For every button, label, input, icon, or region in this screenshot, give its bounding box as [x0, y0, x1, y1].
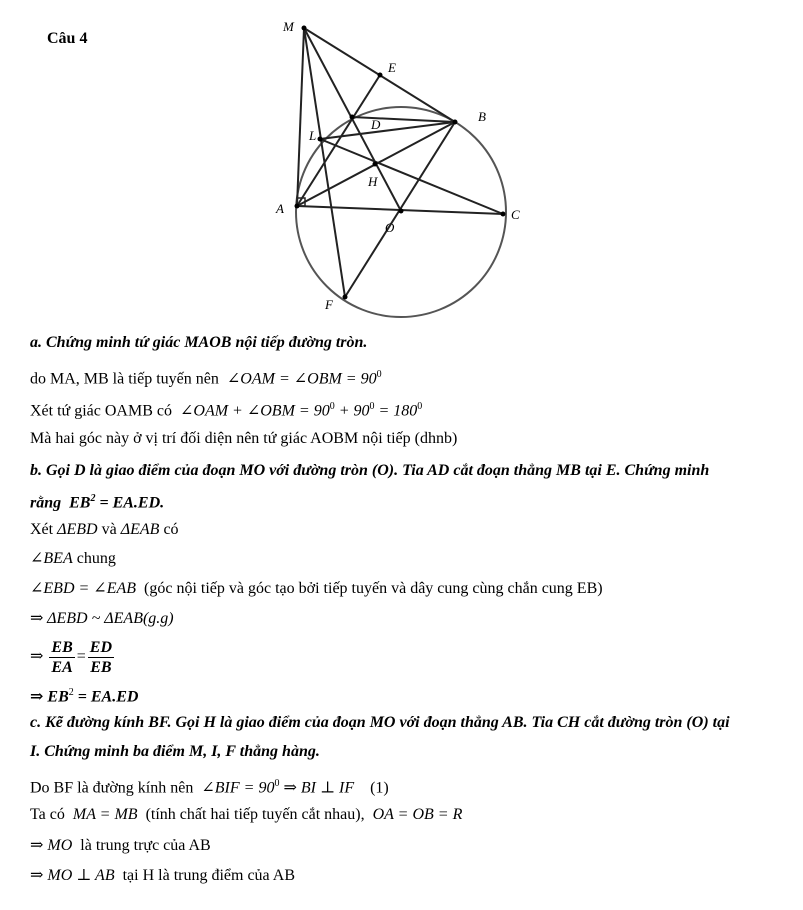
- part-a-line-3: Mà hai góc này ở vị trí đối diện nên tứ giác AOBM nội tiếp (dhnb): [30, 430, 458, 447]
- point-f: [343, 295, 348, 300]
- part-a-line-2: Xét tứ giác OAMB có ∠OAM + ∠OBM = $90^0 + 90^0 = 180^0$: [30, 401, 423, 420]
- segment-lc: [320, 139, 503, 214]
- part-c-line-1: Do BF là đường kính nên ∠BIF = $90^0$ ⇒ BI ⊥ IF (1): [30, 778, 389, 797]
- part-c-heading-2: I. Chứng minh ba điểm M, I, F thẳng hàng.: [30, 743, 320, 760]
- part-c-line-4: ⇒ MO ⊥ AB tại H là trung điểm của AB: [30, 867, 295, 884]
- fraction-eb-ea: $\frac{EB}{EA}$: [51, 639, 73, 676]
- label-e: E: [388, 60, 396, 75]
- point-c: [501, 212, 506, 217]
- point-m: [302, 26, 307, 31]
- point-a: [295, 204, 300, 209]
- label-h: H: [368, 174, 378, 189]
- part-b-heading-2: rằng $EB^2 = EA.ED$.: [30, 493, 165, 512]
- point-l: [318, 137, 323, 142]
- label-a: A: [276, 201, 284, 216]
- part-a-line-1: do MA, MB là tiếp tuyến nên ∠OAM = ∠OBM = $90^0$: [30, 369, 382, 388]
- part-c-line-2: Ta có MA = MB (tính chất hai tiếp tuyến cắt nhau), OA = OB = R: [30, 806, 463, 823]
- label-o: O: [385, 220, 395, 235]
- segment-lb: [320, 122, 455, 139]
- label-m: M: [283, 19, 294, 34]
- geometry-figure: [0, 0, 560, 320]
- label-f: F: [325, 297, 333, 312]
- part-b-line-6: ⇒ $EB^2 = EA.ED$: [30, 687, 139, 706]
- part-a-heading: a. Chứng minh tứ giác MAOB nội tiếp đường tròn.: [30, 334, 368, 351]
- label-d: D: [371, 117, 381, 132]
- part-b-line-4: ⇒ ΔEBD ~ ΔEAB(g.g): [30, 610, 174, 627]
- label-b: B: [478, 109, 486, 124]
- part-b-line-2: ∠BEA chung: [30, 550, 116, 567]
- label-c: C: [511, 207, 520, 222]
- part-b-line-3: ∠EBD = ∠EAB (góc nội tiếp và góc tạo bởi tiếp tuyến và dây cung cùng chắn cung EB): [30, 580, 603, 597]
- part-b-line-1: Xét ΔEBD và ΔEAB có: [30, 521, 179, 538]
- part-c-line-3: ⇒ MO là trung trực của AB: [30, 837, 211, 854]
- point-h: [373, 162, 378, 167]
- question-title: Câu 4: [47, 30, 88, 47]
- point-b: [453, 120, 458, 125]
- part-b-heading-1: b. Gọi D là giao điểm của đoạn MO với đường tròn (O). Tia AD cắt đoạn thẳng MB tại E. Chứng minh: [30, 462, 710, 479]
- segment-db: [352, 117, 455, 122]
- point-d: [350, 115, 355, 120]
- fraction-ed-eb: $\frac{ED}{EB}$: [89, 639, 113, 676]
- part-b-line-5: ⇒ $\frac{EB}{EA}$ = $\frac{ED}{EB}$: [30, 639, 113, 676]
- part-c-heading-1: c. Kẽ đường kính BF. Gọi H là giao điểm của đoạn MO với đoạn thẳng AB. Tia CH cắt đường tròn (O) tại: [30, 714, 730, 731]
- point-e: [378, 73, 383, 78]
- point-o: [399, 209, 404, 214]
- label-l: L: [309, 128, 317, 143]
